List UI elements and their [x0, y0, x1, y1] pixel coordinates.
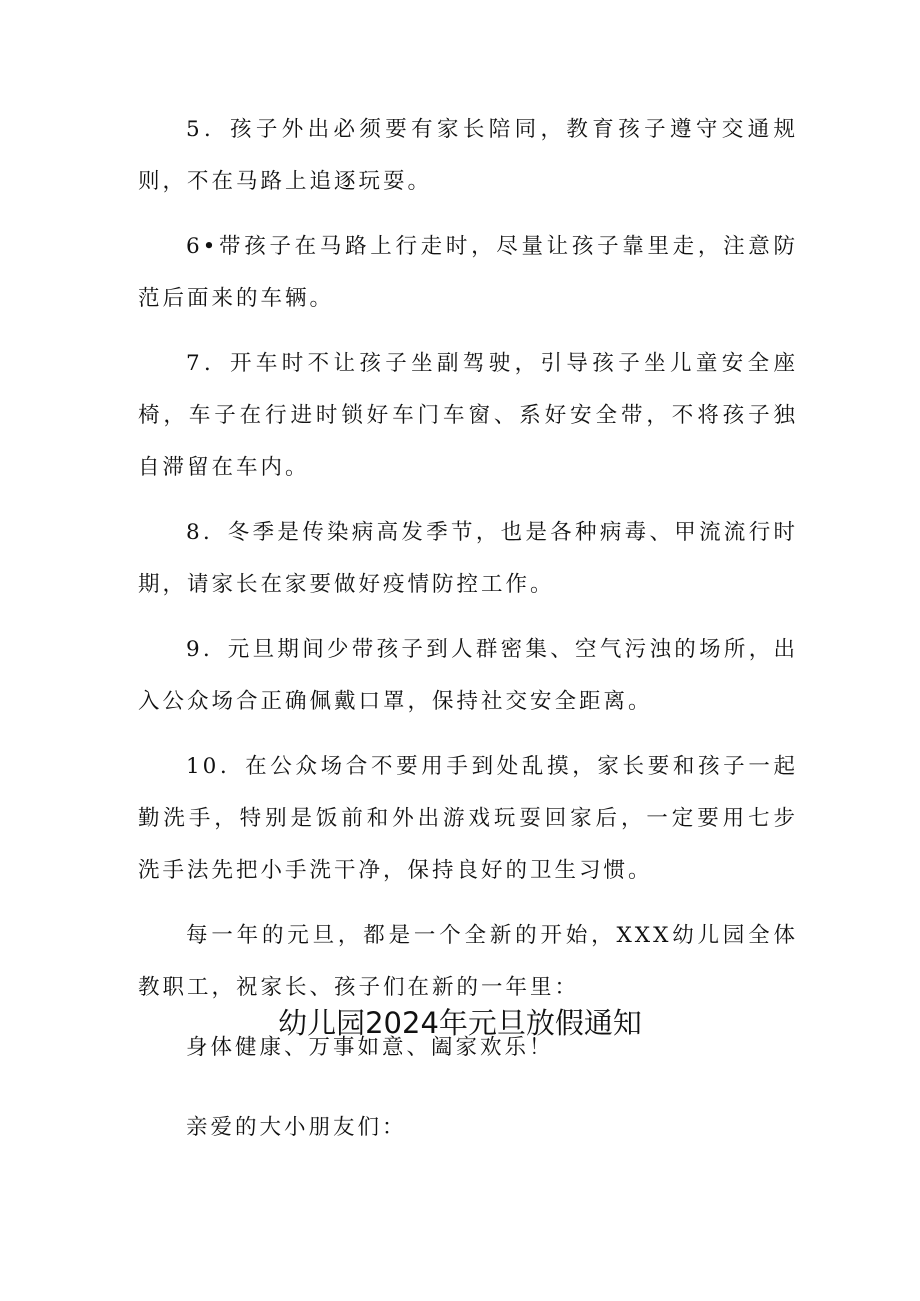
closing-wish: 每一年的元旦，都是一个全新的开始，XXX幼儿园全体教职工，祝家长、孩子们在新的一年里： [138, 923, 798, 1000]
closing-blessing: 身体健康、万事如意、阖家欢乐！ [186, 1035, 554, 1060]
paragraph-item-5: 5．孩子外出必须要有家长陪同，教育孩子遵守交通规则，不在马路上追逐玩耍。 [138, 117, 798, 194]
paragraph-item-10: 10．在公众场合不要用手到处乱摸，家长要和孩子一起勤洗手，特别是饭前和外出游戏玩耍回家后，一定要用七步洗手法先把小手洗干净，保持良好的卫生习惯。 [138, 754, 798, 883]
paragraph-item-8: 8．冬季是传染病高发季节，也是各种病毒、甲流流行时期，请家长在家要做好疫情防控工作。 [138, 520, 798, 597]
paragraph-item-7: 7．开车时不让孩子坐副驾驶，引导孩子坐儿童安全座椅，车子在行进时锁好车门车窗、系好安全带，不将孩子独自滞留在车内。 [138, 351, 798, 480]
greeting-line: 亲爱的大小朋友们： [186, 1115, 407, 1140]
paragraph-item-6: 6•带孩子在马路上行走时，尽量让孩子靠里走，注意防范后面来的车辆。 [138, 234, 798, 311]
notice-body [138, 104, 798, 1087]
paragraph-item-9: 9．元旦期间少带孩子到人群密集、空气污浊的场所，出入公众场合正确佩戴口罩，保持社交安全距离。 [138, 637, 798, 714]
notice-title: 幼儿园2024年元旦放假通知 [278, 1006, 642, 1040]
